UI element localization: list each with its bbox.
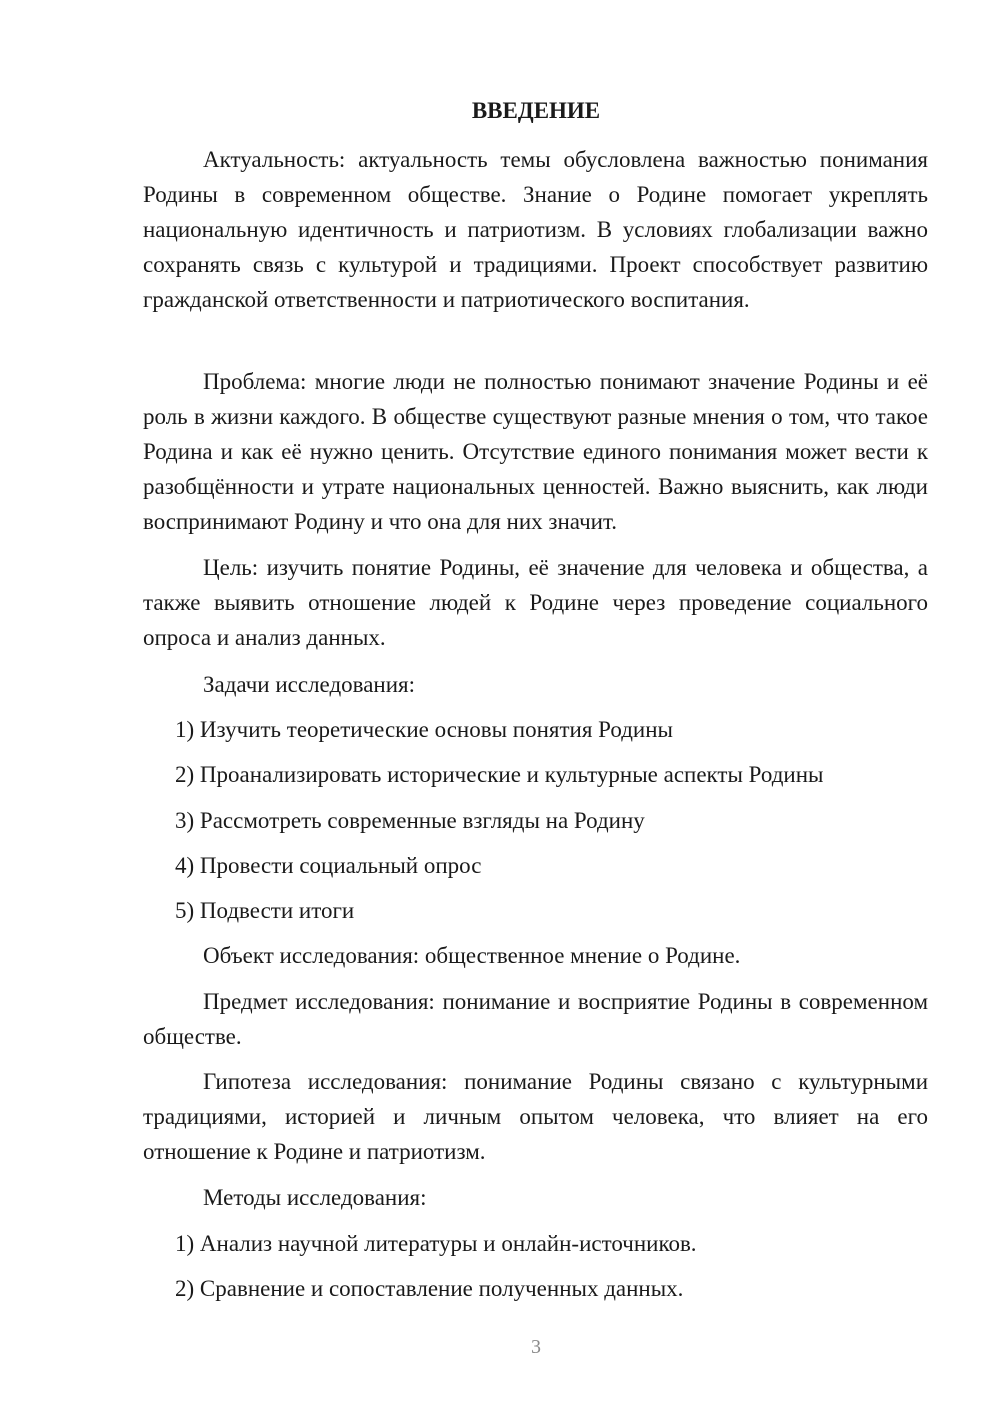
task-item-1: 1) Изучить теоретические основы понятия Родины	[175, 717, 673, 742]
task-item-2: 2) Проанализировать исторические и культурные аспекты Родины	[175, 762, 824, 787]
task-item-3: 3) Рассмотреть современные взгляды на Родину	[175, 808, 645, 833]
page-title: ВВЕДЕНИЕ	[471, 98, 601, 123]
relevance-paragraph: Актуальность: актуальность темы обусловлена важностью понимания Родины в современном обществе. Знание о Родине помогает укреплять национальную идентичность и патриотизм. В условиях глобализации важно сохранять связь с культурой и традициями. Проект способствует развитию гражданской ответственности и патриотического воспитания.	[143, 147, 928, 312]
method-item-2: 2) Сравнение и сопоставление полученных данных.	[175, 1276, 684, 1301]
task-item-5: 5) Подвести итоги	[175, 898, 355, 923]
method-item-1: 1) Анализ научной литературы и онлайн-источников.	[175, 1231, 697, 1256]
hypothesis-paragraph: Гипотеза исследования: понимание Родины связано с культурными традициями, историей и личным опытом человека, что влияет на его отношение к Родине и патриотизм.	[143, 1069, 928, 1164]
methods-heading: Методы исследования:	[203, 1185, 427, 1210]
tasks-heading: Задачи исследования:	[203, 672, 416, 697]
page-number: 3	[531, 1336, 541, 1358]
problem-paragraph: Проблема: многие люди не полностью понимают значение Родины и её роль в жизни каждого. В обществе существуют разные мнения о том, что такое Родина и как её нужно ценить. Отсутствие единого понимания может вести к разобщённости и утрате национальных ценностей. Важно выяснить, как люди воспринимают Родину и что она для них значит.	[143, 369, 928, 534]
object-paragraph: Объект исследования: общественное мнение о Родине.	[203, 943, 741, 968]
subject-paragraph: Предмет исследования: понимание и восприятие Родины в современном обществе.	[143, 989, 928, 1049]
goal-paragraph: Цель: изучить понятие Родины, её значение для человека и общества, а также выявить отношение людей к Родине через проведение социального опроса и анализ данных.	[143, 555, 928, 650]
task-item-4: 4) Провести социальный опрос	[175, 853, 482, 878]
